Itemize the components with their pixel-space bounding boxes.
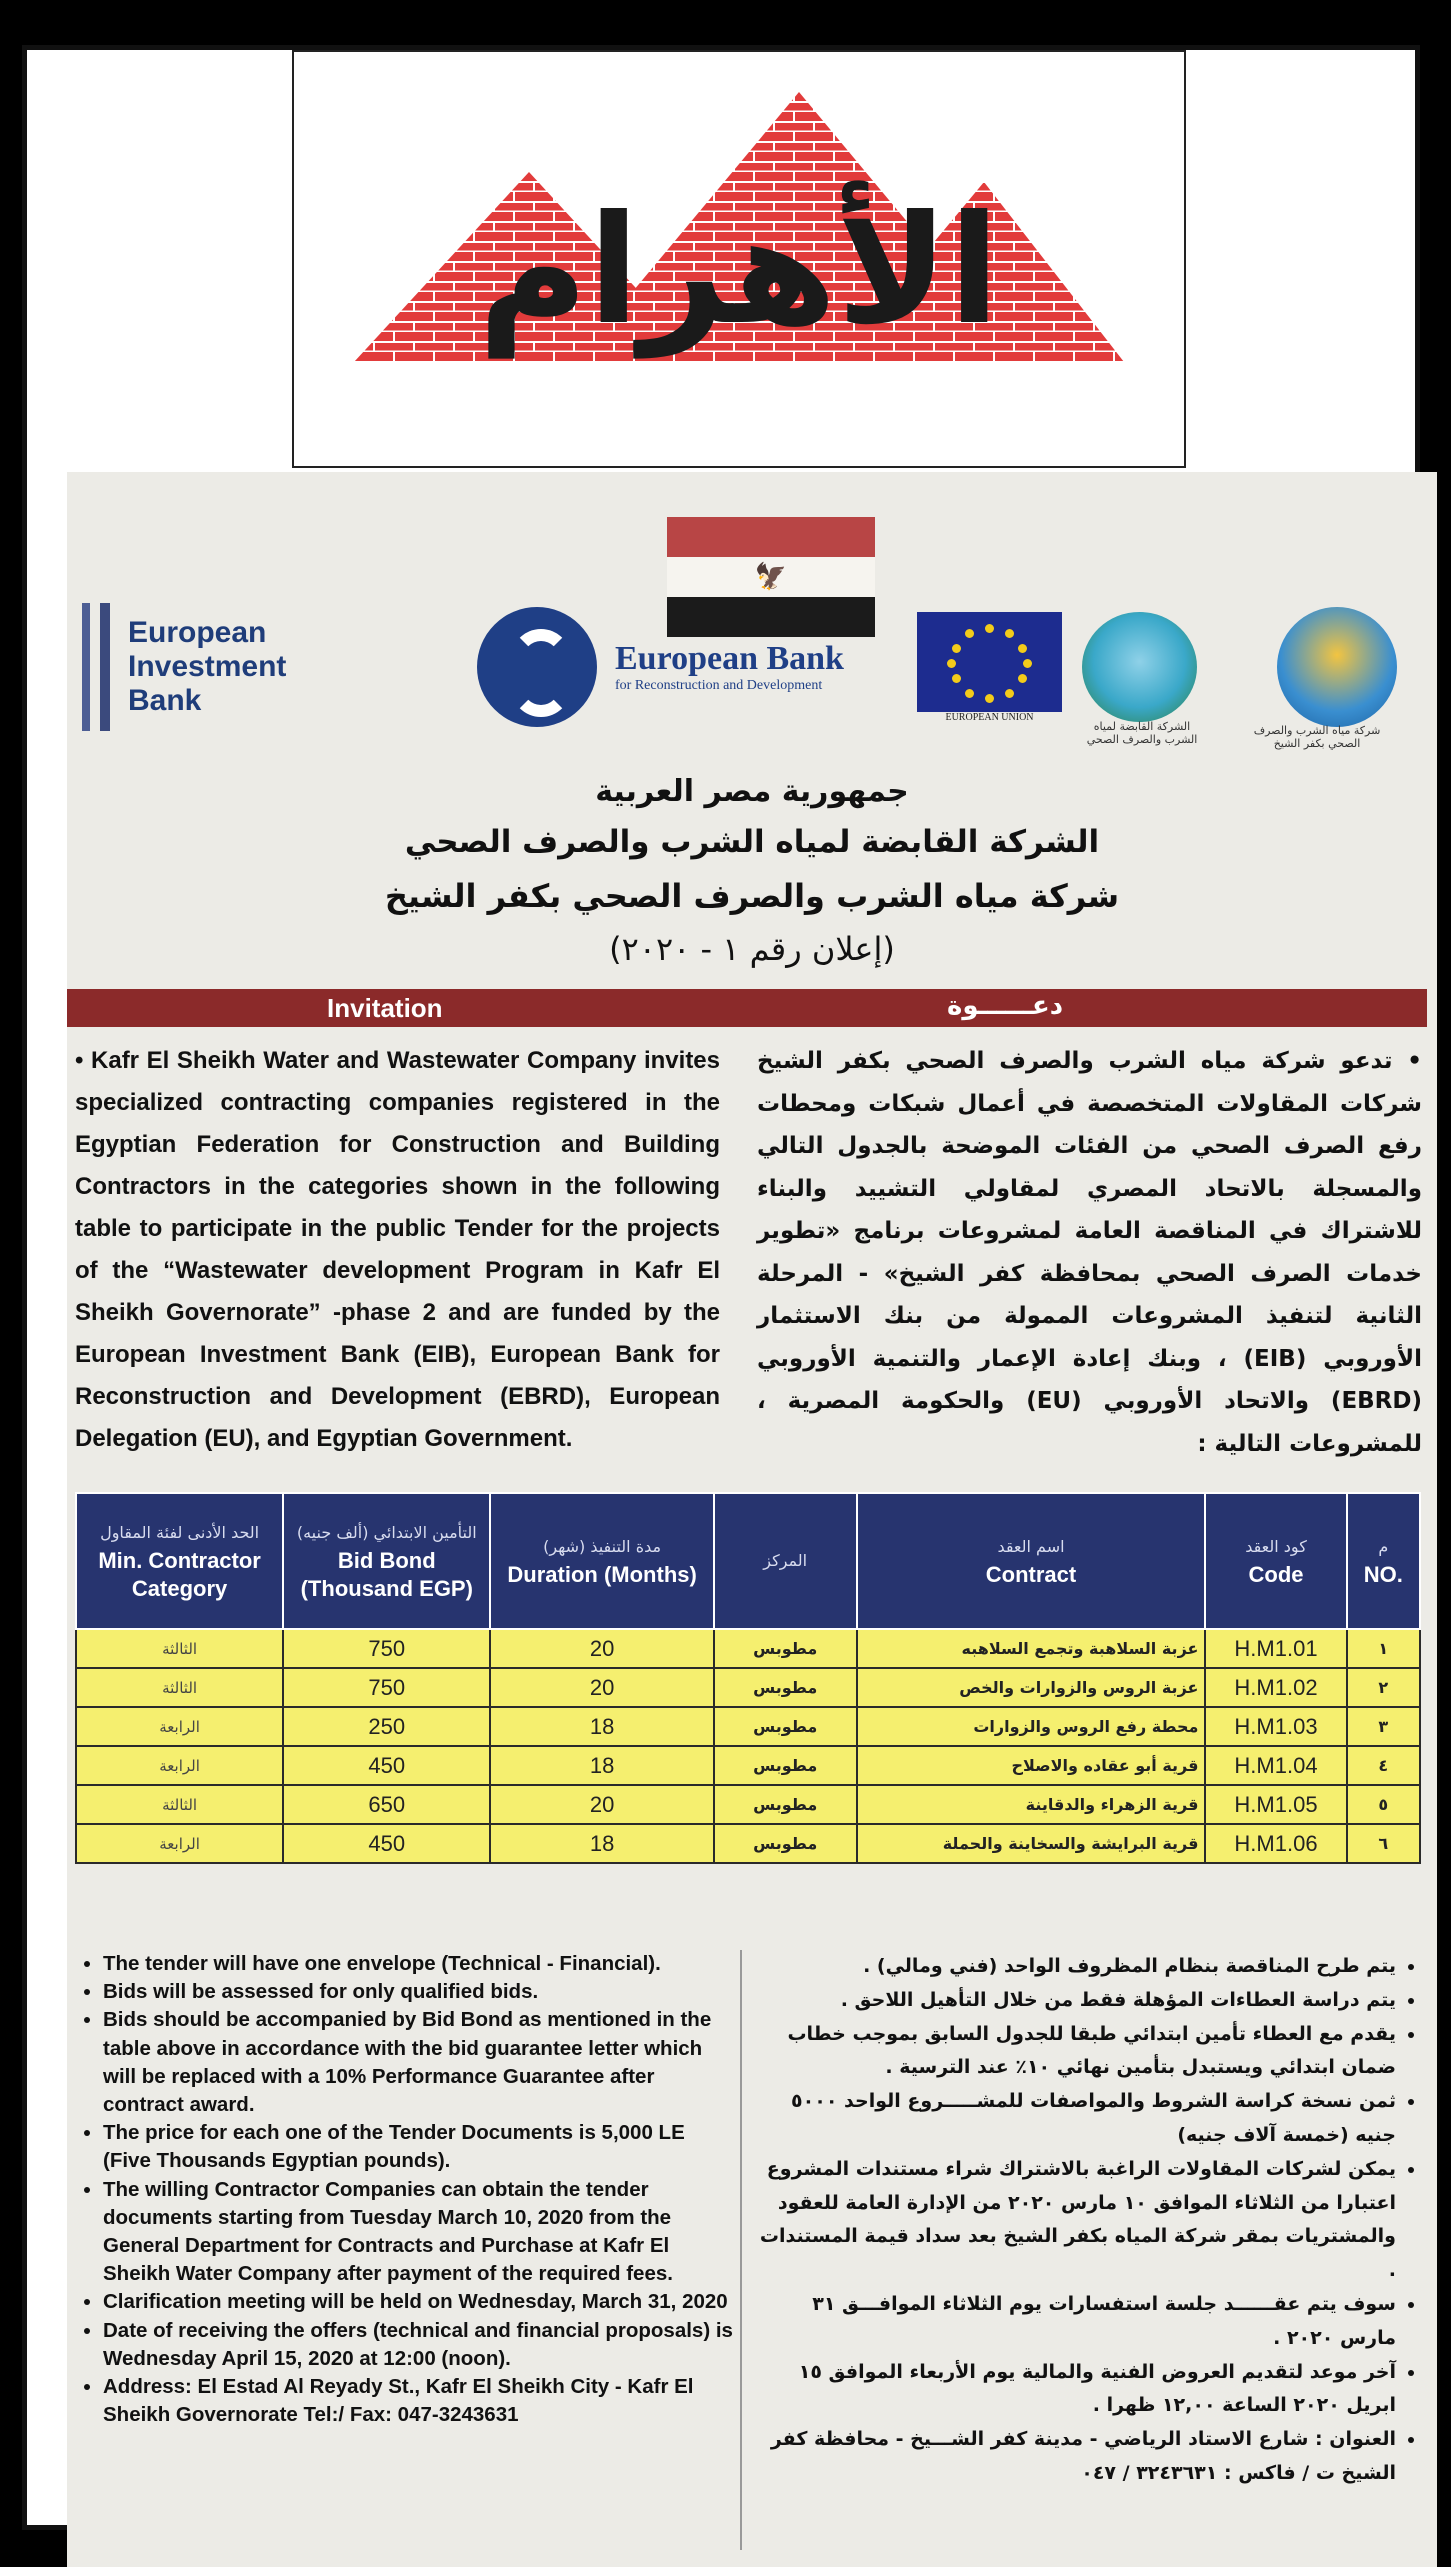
header-bid-bond: التأمين الابتدائي (ألف جنيه) Bid Bond (Thousand EGP) — [283, 1493, 490, 1629]
cell-duration: 20 — [490, 1668, 713, 1707]
header-category: الحد الأدنى لفئة المقاول Min. Contractor Category — [76, 1493, 283, 1629]
cell-category: الثالثة — [76, 1668, 283, 1707]
newspaper-masthead — [292, 50, 1186, 468]
cell-no: ٤ — [1347, 1746, 1420, 1785]
header-country: جمهورية مصر العربية — [595, 774, 909, 809]
table-row — [76, 1785, 1420, 1824]
intro-arabic: • تدعو شركة مياه الشرب والصرف الصحي بكفر الشيخ شركات المقاولات المتخصصة في أعمال شبكات ومحطات رفع الصرف الصحي من الفئات الموضحة بالجدول التالي والمسجلة بالاتحاد المصري لمقاولي التشييد والبناء للاشتراك في المناقصة العامة لمشروعات برنامج «تطوير خدمات الصرف الصحي بمحافظة كفر الشيخ» - المرحلة الثانية لتنفيذ المشروعات الممولة من بنك الاستثمار الأوروبي (EIB) ، وبنك إعادة الإعمار والتنمية الأوروبي (EBRD) والاتحاد الأوروبي (EU) والحكومة المصرية ، للمشروعات التالية : — [757, 1048, 1422, 1457]
cell-center: مطوبس — [714, 1785, 857, 1824]
cell-center: مطوبس — [714, 1668, 857, 1707]
cell-contract: قرية أبو عقاده والاصلاح — [857, 1746, 1206, 1785]
condition-ar: • ثمن نسخة كراسة الشروط والمواصفات للمشـــــروع الواحد ٥٠٠٠ جنيه (خمسة آلاف جنيه) — [757, 2085, 1396, 2153]
eib-logo — [82, 602, 392, 732]
holding-company-logo-text: الشركة القابضة لمياه الشرب والصرف الصحي — [1086, 720, 1198, 746]
cell-category: الرابعة — [76, 1746, 283, 1785]
cell-duration: 20 — [490, 1629, 713, 1668]
condition-ar: • آخر موعد لتقديم العروض الفنية والمالية يوم الأربعاء الموافق ١٥ ابريل ٢٠٢٠ الساعة ١٢,٠٠ ظهرا . — [757, 2356, 1396, 2424]
cell-category: الرابعة — [76, 1707, 283, 1746]
condition-en: • The tender will have one envelope (Technical - Financial). — [103, 1950, 735, 1978]
condition-ar: • يقدم مع العطاء تأمين ابتدائي طبقا للجدول السابق بموجب خطاب ضمان ابتدائي ويستبدل بتأمين نهائي ١٠٪ عند الترسية . — [757, 2018, 1396, 2086]
condition-ar: • يتم دراسة العطاءات المؤهلة فقط من خلال التأهيل اللاحق . — [757, 1984, 1396, 2018]
header-company: شركة مياه الشرب والصرف الصحي بكفر الشيخ — [384, 877, 1120, 915]
cell-no: ٦ — [1347, 1824, 1420, 1863]
cell-no: ١ — [1347, 1629, 1420, 1668]
holding-company-logo-icon — [1082, 612, 1197, 722]
header-contract: اسم العقد Contract — [857, 1493, 1206, 1629]
cell-center: مطوبس — [714, 1629, 857, 1668]
banner-ar: دعــــــوة — [947, 991, 1064, 1021]
cell-no: ٥ — [1347, 1785, 1420, 1824]
table-row — [76, 1668, 1420, 1707]
header-no: م NO. — [1347, 1493, 1420, 1629]
ebrd-emblem-icon — [477, 607, 597, 727]
cell-code: H.M1.04 — [1205, 1746, 1346, 1785]
cell-bond: 450 — [283, 1824, 490, 1863]
egypt-flag-icon: 🦅 — [667, 517, 875, 637]
ebrd-name: European Bank — [615, 640, 844, 677]
condition-ar: • العنوان : شارع الاستاد الرياضي - مدينة كفر الشـــيخ - محافظة كفر الشيخ ت / فاكس : ٣٢٤٣٦٣١ / ٠٤٧ — [757, 2423, 1396, 2491]
advertisement — [67, 472, 1437, 2567]
cell-duration: 20 — [490, 1785, 713, 1824]
eu-flag-icon — [917, 612, 1062, 712]
conditions-english — [75, 1950, 735, 2429]
cell-bond: 250 — [283, 1707, 490, 1746]
intro-english: • Kafr El Sheikh Water and Wastewater Company invites specialized contracting companies registered in the Egyptian Federation for Construction and Building Contractors in the categories shown in the following table to participate in the public Tender for the projects of the “Wastewater development Program in Kafr El Sheikh Governorate” -phase 2 and are funded by the European Investment Bank (EIB), European Bank for Reconstruction and Development (EBRD), European Delegation (EU), and Egyptian Government. — [75, 1047, 720, 1452]
cell-duration: 18 — [490, 1824, 713, 1863]
ebrd-logo — [477, 602, 897, 732]
cell-category: الثالثة — [76, 1629, 283, 1668]
eu-logo — [917, 612, 1062, 732]
tender-table — [75, 1492, 1421, 1864]
table-row — [76, 1824, 1420, 1863]
cell-contract: عزبة الروس والزوارات والخص — [857, 1668, 1206, 1707]
condition-en: • Bids will be assessed for only qualified bids. — [103, 1978, 735, 2006]
cell-code: H.M1.06 — [1205, 1824, 1346, 1863]
cell-bond: 750 — [283, 1629, 490, 1668]
cell-center: مطوبس — [714, 1746, 857, 1785]
masthead-logo — [294, 52, 1184, 466]
eib-line-1: European — [128, 616, 267, 649]
eib-line-3: Bank — [128, 684, 202, 717]
condition-en: • Bids should be accompanied by Bid Bond as mentioned in the table above in accordance with the bid guarantee letter which will be replaced with a 10% Performance Guarantee after contract award. — [103, 2006, 735, 2119]
sponsor-logos — [82, 602, 1422, 750]
cell-bond: 650 — [283, 1785, 490, 1824]
cell-contract: قرية الزهراء والدقاينة — [857, 1785, 1206, 1824]
page-frame — [22, 45, 1420, 2530]
condition-en: • Address: El Estad Al Reyady St., Kafr El Sheikh City - Kafr El Sheikh Governorate Tel:/ Fax: 047-3243631 — [103, 2373, 735, 2429]
header-code: كود العقد Code — [1205, 1493, 1346, 1629]
header-announcement: (إعلان رقم ١ - ٢٠٢٠) — [609, 930, 895, 968]
cell-code: H.M1.03 — [1205, 1707, 1346, 1746]
cell-bond: 450 — [283, 1746, 490, 1785]
kafr-company-logo-text: شركة مياه الشرب والصرف الصحي بكفر الشيخ — [1253, 724, 1381, 750]
table-row — [76, 1629, 1420, 1668]
condition-en: • The price for each one of the Tender Documents is 5,000 LE (Five Thousands Egyptian pounds). — [103, 2119, 735, 2175]
masthead-title: الأهرام — [478, 184, 1000, 358]
column-divider — [740, 1950, 742, 2550]
condition-ar: • سوف يتم عقــــــد جلسة استفسارات يوم الثلاثاء الموافـــق ٣١ مارس ٢٠٢٠ . — [757, 2288, 1396, 2356]
cell-category: الثالثة — [76, 1785, 283, 1824]
cell-center: مطوبس — [714, 1824, 857, 1863]
condition-ar: • يمكن لشركات المقاولات الراغبة بالاشتراك شراء مستندات المشروع اعتبارا من الثلاثاء الموافق ١٠ مارس ٢٠٢٠ من الإدارة العامة للعقود والمشتريات بمقر شركة المياه بكفر الشيخ بعد سداد قيمة المستندات . — [757, 2153, 1396, 2288]
cell-code: H.M1.05 — [1205, 1785, 1346, 1824]
cell-duration: 18 — [490, 1746, 713, 1785]
cell-no: ٢ — [1347, 1668, 1420, 1707]
kafr-company-logo-icon — [1277, 607, 1397, 727]
condition-en: • Date of receiving the offers (technical and financial proposals) is Wednesday April 15, 2020 at 12:00 (noon). — [103, 2317, 735, 2373]
section-banner — [67, 989, 1427, 1027]
eib-line-2: Investment — [128, 650, 287, 683]
condition-ar: • يتم طرح المناقصة بنظام المظروف الواحد (فني ومالي) . — [757, 1950, 1396, 1984]
cell-contract: قرية البرايشة والسخاينة والحملة — [857, 1824, 1206, 1863]
cell-no: ٣ — [1347, 1707, 1420, 1746]
cell-code: H.M1.02 — [1205, 1668, 1346, 1707]
cell-code: H.M1.01 — [1205, 1629, 1346, 1668]
table-header-row — [76, 1493, 1420, 1629]
conditions-arabic — [757, 1950, 1422, 2491]
header-holding: الشركة القابضة لمياه الشرب والصرف الصحي — [404, 824, 1100, 860]
header-center: المركز — [714, 1493, 857, 1629]
condition-en: • Clarification meeting will be held on Wednesday, March 31, 2020 — [103, 2288, 735, 2316]
header-duration: مدة التنفيذ (شهر) Duration (Months) — [490, 1493, 713, 1629]
banner-en: Invitation — [327, 993, 443, 1023]
condition-en: • The willing Contractor Companies can obtain the tender documents starting from Tuesday March 10, 2020 from the General Department for Contracts and Purchase at Kafr El Sheikh Water Company after payment of the required fees. — [103, 2176, 735, 2289]
cell-contract: محطة رفع الروس والزوارات — [857, 1707, 1206, 1746]
cell-bond: 750 — [283, 1668, 490, 1707]
ebrd-subtitle: for Reconstruction and Development — [615, 678, 823, 693]
eu-caption: EUROPEAN UNION — [945, 712, 1034, 723]
cell-duration: 18 — [490, 1707, 713, 1746]
cell-center: مطوبس — [714, 1707, 857, 1746]
cell-category: الرابعة — [76, 1824, 283, 1863]
cell-contract: عزبة السلاهبة وتجمع السلاهبه — [857, 1629, 1206, 1668]
table-row — [76, 1746, 1420, 1785]
table-row — [76, 1707, 1420, 1746]
